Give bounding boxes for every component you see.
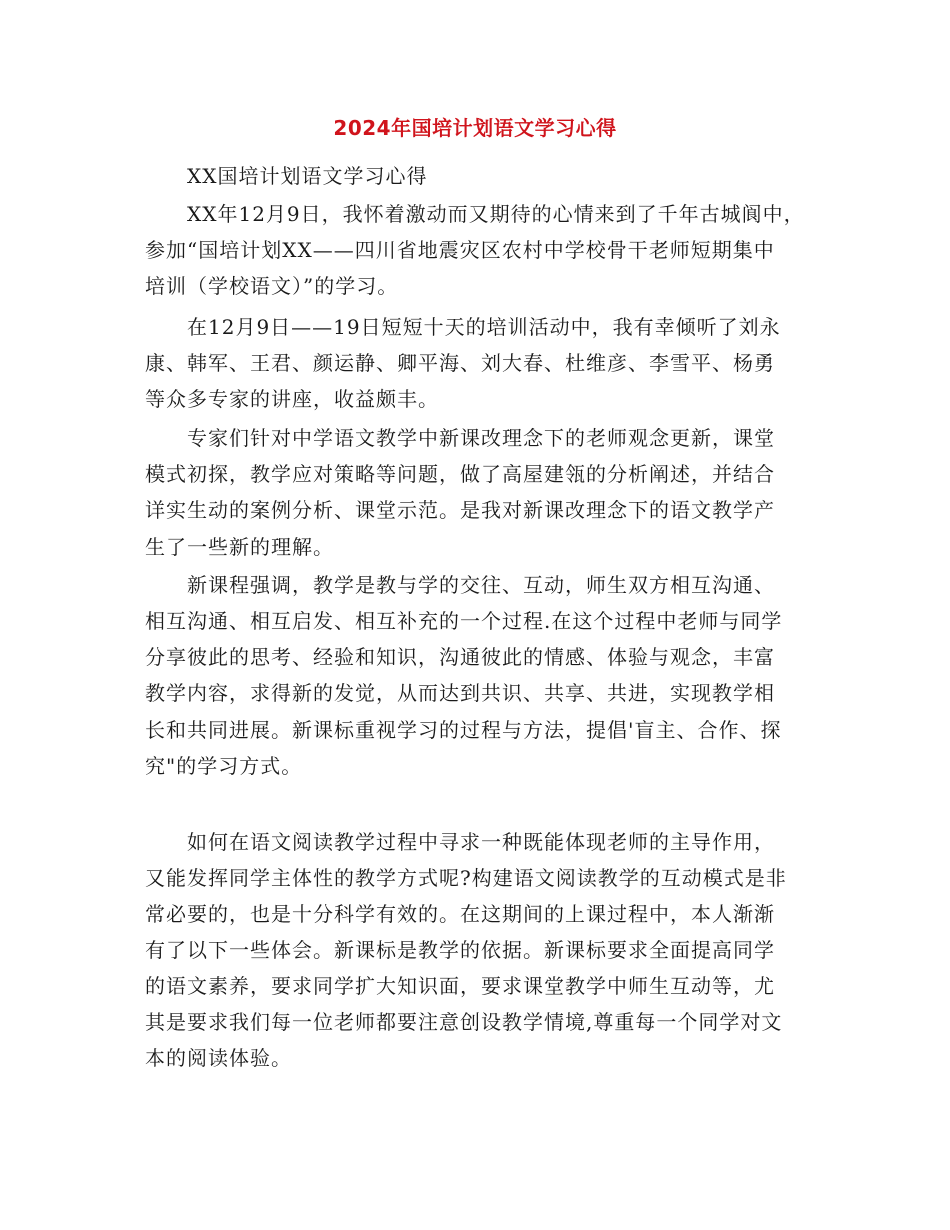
text-line: 教学内容，求得新的发觉，从而达到共识、共享、共进，实现教学相 [145,681,775,705]
text-line: 模式初探，教学应对策略等问题，做了高屋建瓴的分析阐述，并结合 [145,462,775,486]
text-line: XX国培计划语文学习心得 [187,164,428,188]
text-line: 康、韩军、王君、颜运静、卿平海、刘大春、杜维彦、李雪平、杨勇 [145,351,775,375]
document-title: 2024年国培计划语文学习心得 [333,116,617,140]
text-line: 又能发挥同学主体性的教学方式呢?构建语文阅读教学的互动模式是非 [145,866,787,890]
text-line: 等众多专家的讲座，收益颇丰。 [145,387,439,411]
text-line: XX年12月9日，我怀着激动而又期待的心情来到了千年古城阆中， [187,202,805,226]
text-line: 相互沟通、相互启发、相互补充的一个过程.在这个过程中老师与同学 [145,609,783,633]
text-line: 本的阅读体验。 [145,1046,292,1070]
text-line: 有了以下一些体会。新课标是教学的依据。新课标要求全面提高同学 [145,938,775,962]
text-line: 其是要求我们每一位老师都要注意创设教学情境,尊重每一个同学对文 [145,1010,783,1034]
text-line: 参加“国培计划XX——四川省地震灾区农村中学校骨干老师短期集中 [145,238,775,262]
text-line: 专家们针对中学语文教学中新课改理念下的老师观念更新，课堂 [187,426,775,450]
text-line: 详实生动的案例分析、课堂示范。是我对新课改理念下的语文教学产 [145,498,775,522]
text-line: 在12月9日——19日短短十天的培训活动中，我有幸倾听了刘永 [187,315,781,339]
text-line: 究"的学习方式。 [145,754,303,778]
text-line: 长和共同进展。新课标重视学习的过程与方法，提倡'盲主、合作、探 [145,718,782,742]
text-line: 培训（学校语文）”的学习。 [145,274,399,298]
text-line: 分享彼此的思考、经验和知识，沟通彼此的情感、体验与观念，丰富 [145,645,775,669]
text-line: 如何在语文阅读教学过程中寻求一种既能体现老师的主导作用， [187,830,775,854]
text-line: 的语文素养，要求同学扩大知识面，要求课堂教学中师生互动等，尤 [145,974,775,998]
text-line: 生了一些新的理解。 [145,535,334,559]
text-line: 新课程强调，教学是教与学的交往、互动，师生双方相互沟通、 [187,573,775,597]
text-line: 常必要的，也是十分科学有效的。在这期间的上课过程中，本人渐渐 [145,902,775,926]
